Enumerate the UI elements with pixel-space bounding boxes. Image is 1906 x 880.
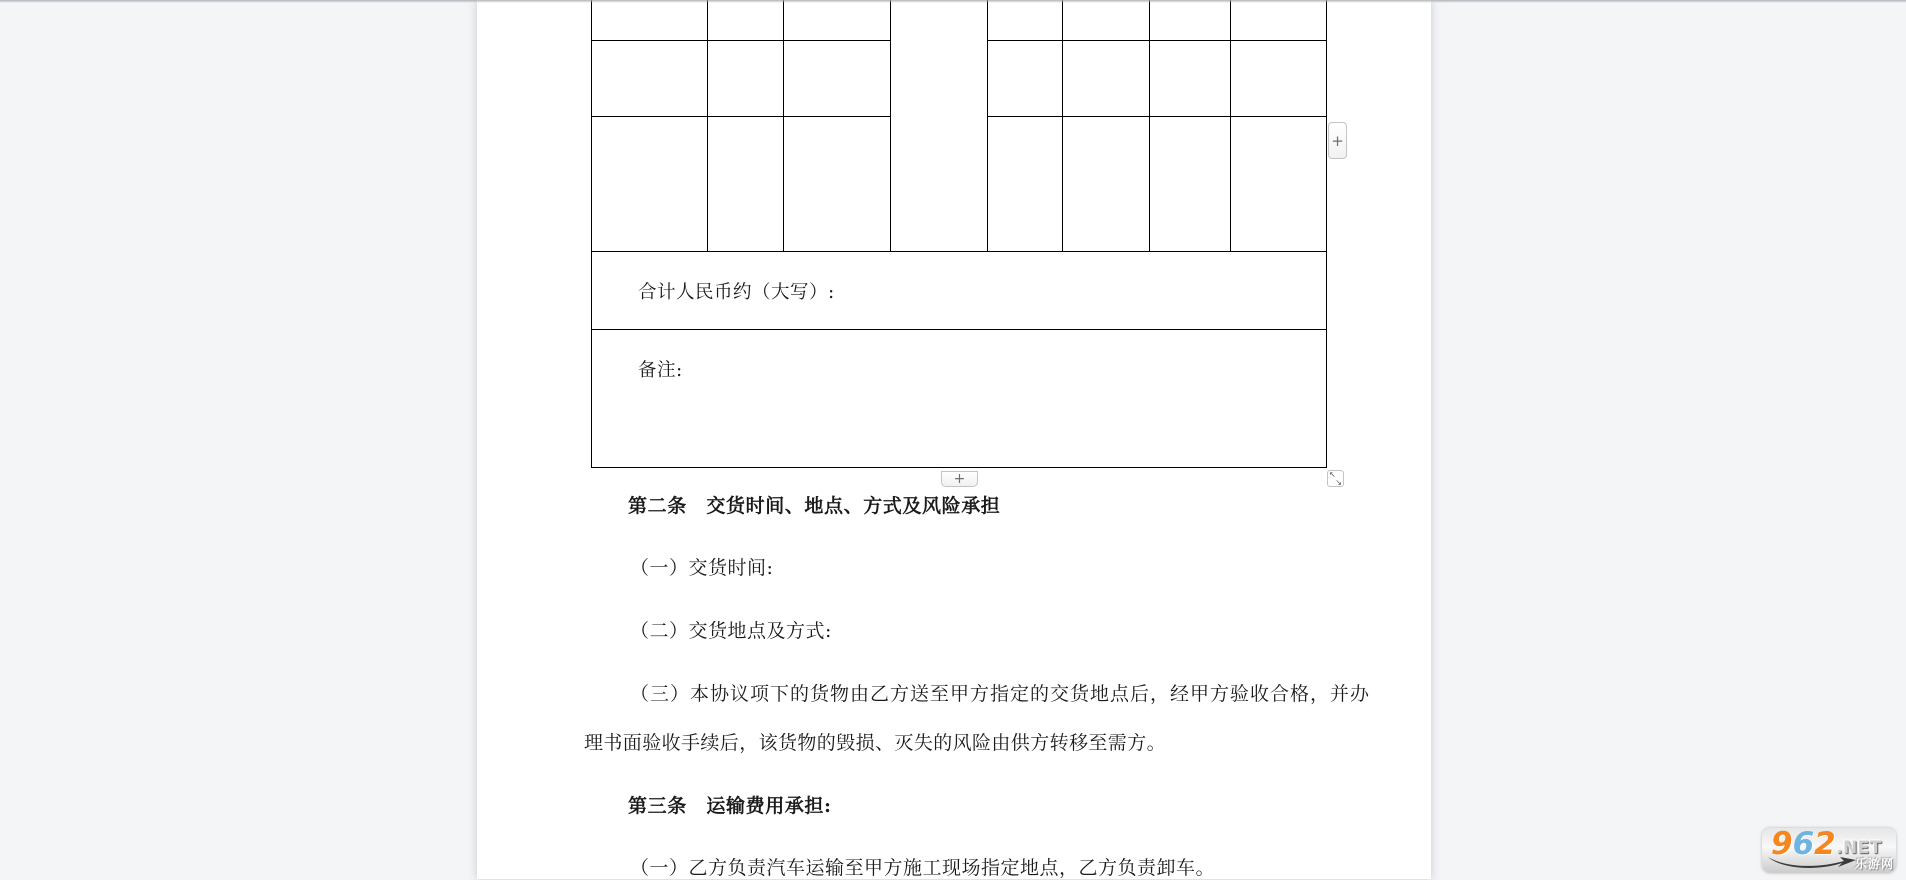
article3-item1: （一）乙方负责汽车运输至甲方施工现场指定地点，乙方负责卸车。 (630, 857, 1216, 879)
add-column-button[interactable] (1328, 122, 1347, 159)
table-resize-handle[interactable] (1327, 470, 1344, 487)
article2-item3-line2: 理书面验收手续后，该货物的毁损、灭失的风险由供方转移至需方。 (584, 732, 1167, 754)
table-cell[interactable] (1150, 117, 1231, 252)
table-cell[interactable] (988, 41, 1063, 117)
table-cell[interactable] (1231, 0, 1327, 41)
swoosh-arrow-icon (1766, 853, 1858, 871)
table-cell[interactable] (1063, 0, 1150, 41)
add-row-button[interactable] (941, 471, 978, 487)
table-cell[interactable] (592, 117, 708, 252)
watermark-number: 962 (1771, 828, 1836, 862)
article2-item2: （二）交货地点及方式: (630, 620, 832, 642)
plus-icon: + (1331, 131, 1344, 150)
table-cell[interactable] (1231, 117, 1327, 252)
table-cell[interactable] (988, 0, 1063, 41)
table-cell[interactable] (592, 41, 708, 117)
contract-goods-table (591, 0, 1327, 468)
table-cell[interactable] (592, 0, 708, 41)
article2-item3-line1: （三）本协议项下的货物由乙方送至甲方指定的交货地点后，经甲方验收合格，并办 (630, 683, 1371, 705)
table-cell[interactable] (708, 41, 784, 117)
watermark-tld: .NET (1836, 838, 1882, 858)
article2-item1: （一）交货时间: (630, 557, 774, 579)
table-cell[interactable] (1150, 41, 1231, 117)
resize-arrow-se-icon: ↘ (1335, 478, 1342, 487)
table-cell-merged-column[interactable] (891, 0, 988, 252)
site-watermark-logo (1762, 828, 1896, 873)
watermark-site-name: 乐游网 (1855, 857, 1895, 871)
resize-arrow-nw-icon: ↖ (1329, 470, 1336, 479)
table-cell[interactable] (1150, 0, 1231, 41)
notes-label: 备注: (638, 360, 683, 381)
sum-label: 合计人民币约（大写）: (638, 281, 835, 303)
table-cell[interactable] (1231, 41, 1327, 117)
table-cell[interactable] (1063, 117, 1150, 252)
plus-icon: + (953, 471, 966, 487)
table-cell[interactable] (784, 0, 891, 41)
table-cell[interactable] (708, 117, 784, 252)
article3-heading: 第三条 运输费用承担: (628, 795, 832, 817)
table-cell[interactable] (708, 0, 784, 41)
table-cell[interactable] (784, 117, 891, 252)
table-cell-sum-row[interactable] (592, 252, 1327, 330)
table-cell-notes-row[interactable] (592, 330, 1327, 468)
table-cell[interactable] (1063, 41, 1150, 117)
table-cell[interactable] (784, 41, 891, 117)
top-edge-shadow (0, 0, 1906, 3)
table-cell[interactable] (988, 117, 1063, 252)
article2-heading: 第二条 交货时间、地点、方式及风险承担 (628, 495, 1001, 517)
